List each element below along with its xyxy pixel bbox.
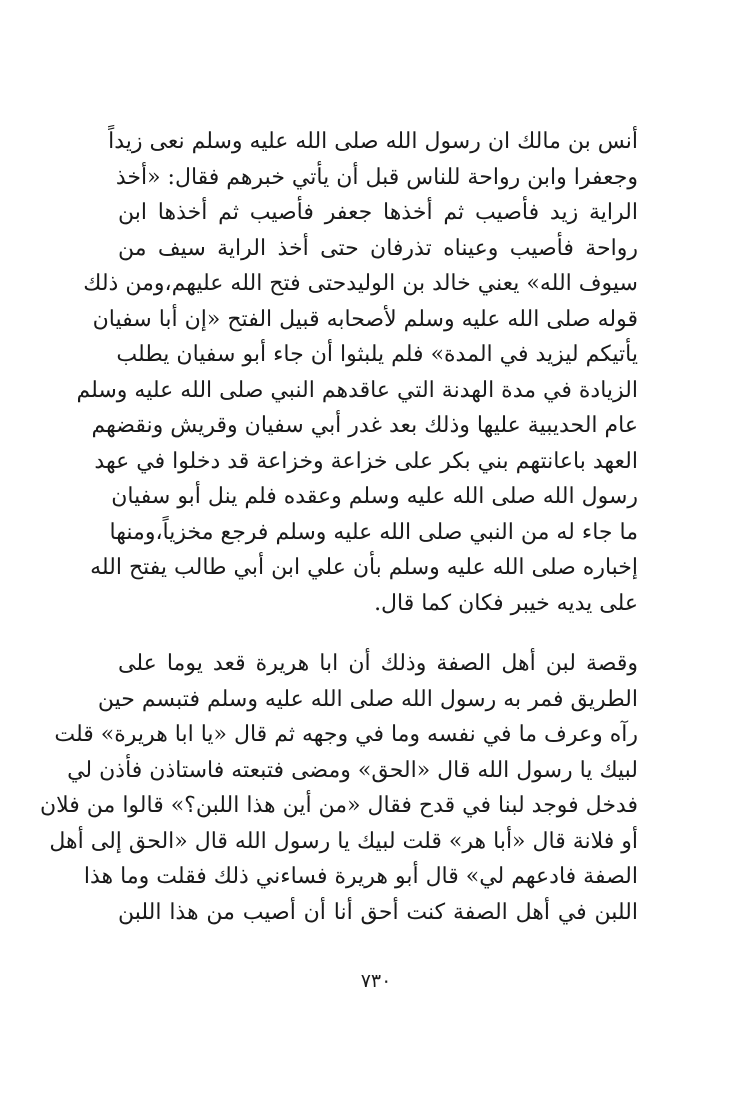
text-line: اللبن في أهل الصفة كنت أحق أنا أن أصيب من هذا اللبن [118,899,638,925]
text-line: الصفة فادعهم لي» قال أبو هريرة فساءني ذلك فقلت وما هذا [83,864,638,889]
page-number: ٧٣٠ [360,970,392,992]
text-line: وجعفرا وابن رواحة للناس قبل أن يأتي خبرهم فقال: «أخذ [115,164,638,190]
paragraph-two [40,646,638,930]
text-line: أنس بن مالك ان رسول الله صلى الله عليه وسلم نعى زيداً [108,129,638,154]
text-line: وقصة لبن أهل الصفة وذلك أن ابا هريرة قعد يوما على [118,651,638,676]
text-line: فدخل فوجد لبنا في قدح فقال «من أين هذا اللبن؟» قالوا من فلان [40,793,638,818]
text-line: ما جاء له من النبي صلى الله عليه وسلم فرجع مخزياً،ومنها [109,519,638,545]
text-line: لبيك يا رسول الله قال «الحق» ومضى فتبعته فاستاذن فأذن لي [67,757,638,783]
text-line: الزيادة في مدة الهدنة التي عاقدهم النبي صلى الله عليه وسلم [76,377,638,403]
text-line: أو فلانة قال «أبا هر» قلت لبيك يا رسول الله قال «الحق إلى أهل [49,828,638,854]
text-line: يأتيكم ليزيد في المدة» فلم يلبثوا أن جاء أبو سفيان يطلب [116,342,638,367]
text-line: على يديه خيبر فكان كما قال. [374,590,638,616]
text-line: الراية زيد فأصيب ثم أخذها جعفر فأصيب ثم أخذها ابن [118,200,638,225]
text-line: رآه وعرف ما في نفسه وما في وجهه ثم قال «يا ابا هريرة» قلت [54,722,638,747]
text-line: سيوف الله» يعني خالد بن الوليدحتى فتح الله عليهم،ومن ذلك [83,271,638,296]
paragraph-one [76,124,638,621]
text-line: رسول الله صلى الله عليه وسلم وعقده فلم ينل أبو سفيان [111,484,638,509]
text-line: إخباره صلى الله عليه وسلم بأن علي ابن أبي طالب يفتح الله [90,555,638,580]
text-line: عام الحديبية عليها وذلك بعد غدر أبي سفيان وقريش ونقضهم [91,413,638,438]
text-line: الطريق فمر به رسول الله صلى الله عليه وسلم فتبسم حين [97,686,638,712]
text-line: رواحة فأصيب وعيناه تذرفان حتى أخذ الراية سيف من [118,235,638,261]
text-line: العهد باعانتهم بني بكر على خزاعة وخزاعة قد دخلوا في عهد [94,448,638,474]
text-line: قوله صلى الله عليه وسلم لأصحابه قبيل الفتح «إن أبا سفيان [92,306,638,332]
